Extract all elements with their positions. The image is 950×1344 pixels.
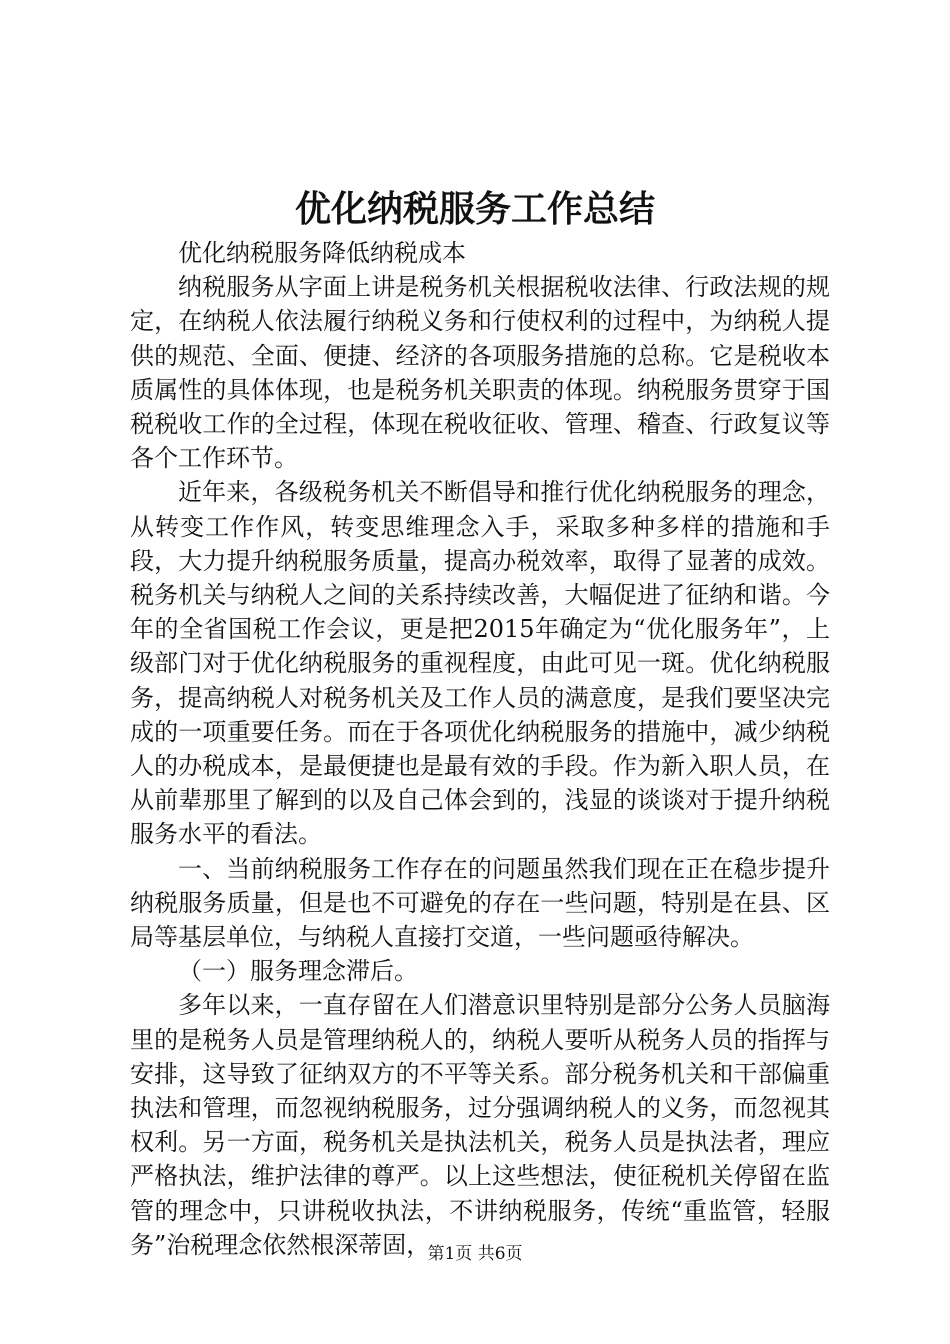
paragraph: 纳税服务从字面上讲是税务机关根据税收法律、行政法规的规定，在纳税人依法履行纳税义务和行使权利的过程中，为纳税人提供的规范、全面、便捷、经济的各项服务措施的总称。它是税收本质属性的具体体现，也是税务机关职责的体现。纳税服务贯穿于国税税收工作的全过程，体现在税收征收、管理、稽查、行政复议等各个工作环节。 [130, 273, 830, 473]
document-title: 优化纳税服务工作总结 [294, 188, 655, 230]
paragraph: 近年来，各级税务机关不断倡导和推行优化纳税服务的理念，从转变工作作风，转变思维理念入手，采取多种多样的措施和手段，大力提升纳税服务质量，提高办税效率，取得了显著的成效。税务机关与纳税人之间的关系持续改善，大幅促进了征纳和谐。今年的全省国税工作会议，更是把2015年确定为“优化服务年”，上级部门对于优化纳税服务的重视程度，由此可见一斑。优化纳税服务，提高纳税人对税务机关及工作人员的满意度，是我们要坚决完成的一项重要任务。而在于各项优化纳税服务的措施中，减少纳税人的办税成本，是最便捷也是最有效的手段。作为新入职人员，在从前辈那里了解到的以及自己体会到的，浅显的谈谈对于提升纳税服务水平的看法。 [130, 478, 830, 849]
paragraph: 一、当前纳税服务工作存在的问题虽然我们现在正在稳步提升纳税服务质量，但是也不可避免的存在一些问题，特别是在县、区局等基层单位，与纳税人直接打交道，一些问题亟待解决。 [130, 854, 830, 952]
section-heading: （一）服务理念滞后。 [178, 957, 418, 986]
document-body [130, 236, 830, 1262]
page-footer: 第1页 共6页 [427, 1244, 523, 1264]
paragraph-subtitle: 优化纳税服务降低纳税成本 [178, 239, 466, 267]
paragraph: 多年以来，一直存留在人们潜意识里特别是部分公务人员脑海里的是税务人员是管理纳税人的，纳税人要听从税务人员的指挥与安排，这导致了征纳双方的不平等关系。部分税务机关和干部偏重执法和管理，而忽视纳税服务，过分强调纳税人的义务，而忽视其权利。另一方面，税务机关是执法机关，税务人员是执法者，理应严格执法，维护法律的尊严。以上这些想法，使征税机关停留在监管的理念中，只讲税收执法，不讲纳税服务，传统“重监管，轻服务”治税理念依然根深蒂固， [130, 991, 830, 1259]
